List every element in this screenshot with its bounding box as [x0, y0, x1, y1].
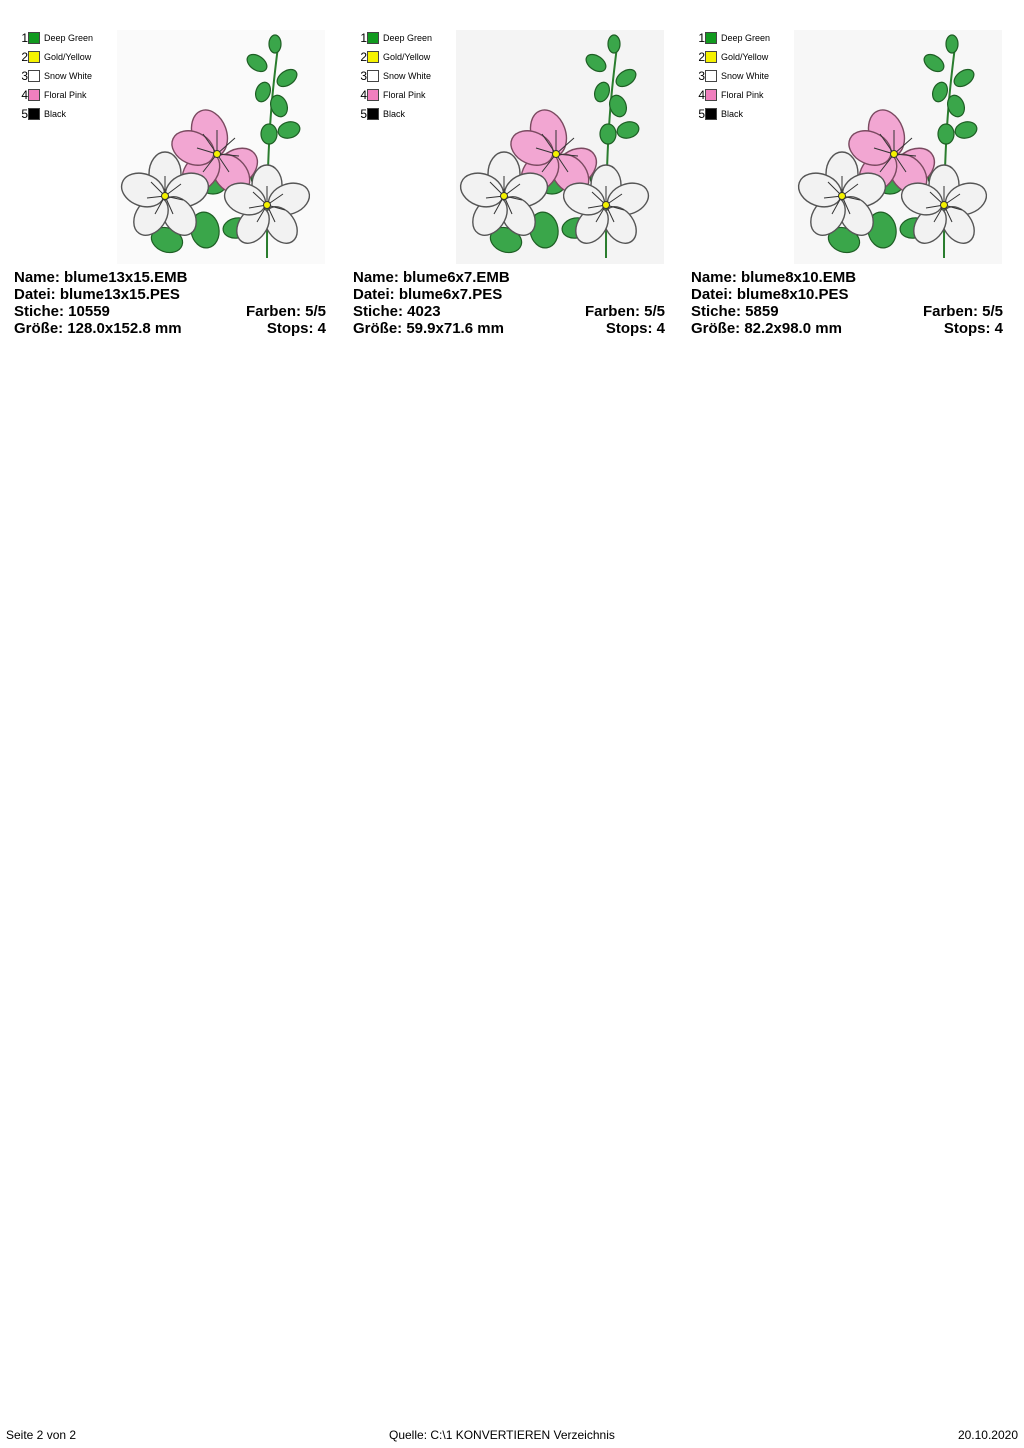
palette-row: [20, 85, 93, 104]
color-swatch: [705, 89, 717, 101]
page-number: Seite 2 von 2: [6, 1428, 77, 1442]
design-colors: Farben: 5/5: [922, 303, 1003, 320]
color-swatch: [705, 70, 717, 82]
color-swatch: [28, 32, 40, 44]
palette-row: [359, 85, 432, 104]
palette-row: [697, 28, 770, 47]
design-info: [691, 269, 1003, 337]
design-colors: Farben: 5/5: [584, 303, 665, 320]
palette-row: [20, 28, 93, 47]
palette-color-name: Floral Pink: [721, 89, 764, 100]
palette-row: [20, 66, 93, 85]
color-swatch: [705, 51, 717, 63]
palette-number: 5: [360, 106, 367, 121]
color-swatch: [28, 51, 40, 63]
source-path: Quelle: C:\1 KONVERTIEREN Verzeichnis: [389, 1428, 615, 1442]
design-size: Größe: 128.0x152.8 mm: [14, 320, 182, 337]
color-swatch: [367, 32, 379, 44]
palette-number: 5: [698, 106, 705, 121]
color-palette: [20, 28, 93, 123]
palette-row: [697, 85, 770, 104]
palette-number: 2: [21, 49, 28, 64]
palette-color-name: Black: [721, 108, 744, 119]
palette-row: [20, 104, 93, 123]
palette-number: 3: [698, 68, 705, 83]
palette-color-name: Snow White: [44, 70, 93, 81]
color-swatch: [28, 108, 40, 120]
palette-number: 1: [360, 30, 367, 45]
design-stitches: Stiche: 4023: [353, 303, 441, 320]
palette-number: 2: [698, 49, 705, 64]
design-file: Datei: blume6x7.PES: [353, 286, 503, 303]
palette-color-name: Gold/Yellow: [44, 51, 92, 62]
palette-row: [359, 47, 432, 66]
palette-color-name: Black: [383, 108, 406, 119]
print-date: 20.10.2020: [957, 1428, 1018, 1442]
design-stitches: Stiche: 5859: [691, 303, 779, 320]
palette-row: [697, 66, 770, 85]
palette-number: 1: [21, 30, 28, 45]
palette-color-name: Deep Green: [383, 32, 433, 43]
design-name: Name: blume6x7.EMB: [353, 269, 510, 286]
palette-color-name: Floral Pink: [383, 89, 426, 100]
color-swatch: [367, 108, 379, 120]
palette-number: 4: [698, 87, 705, 102]
palette-color-name: Black: [44, 108, 67, 119]
palette-number: 3: [360, 68, 367, 83]
palette-color-name: Gold/Yellow: [383, 51, 431, 62]
palette-number: 4: [21, 87, 28, 102]
palette-row: [359, 104, 432, 123]
design-file: Datei: blume13x15.PES: [14, 286, 180, 303]
design-name: Name: blume13x15.EMB: [14, 269, 188, 286]
palette-color-name: Gold/Yellow: [721, 51, 769, 62]
palette-number: 2: [360, 49, 367, 64]
palette-color-name: Deep Green: [721, 32, 771, 43]
flower-embroidery-image: [117, 30, 325, 264]
palette-color-name: Snow White: [721, 70, 770, 81]
design-stops: Stops: 4: [943, 320, 1003, 337]
embroidery-preview: [794, 30, 1002, 264]
palette-row: [20, 47, 93, 66]
color-swatch: [28, 70, 40, 82]
embroidery-preview: [456, 30, 664, 264]
palette-row: [697, 104, 770, 123]
palette-color-name: Deep Green: [44, 32, 94, 43]
color-swatch: [367, 70, 379, 82]
palette-color-name: Snow White: [383, 70, 432, 81]
flower-embroidery-image: [456, 30, 664, 264]
color-swatch: [28, 89, 40, 101]
color-swatch: [367, 89, 379, 101]
embroidery-preview: [117, 30, 325, 264]
design-stops: Stops: 4: [605, 320, 665, 337]
design-stops: Stops: 4: [266, 320, 326, 337]
color-swatch: [367, 51, 379, 63]
design-stitches: Stiche: 10559: [14, 303, 110, 320]
palette-row: [697, 47, 770, 66]
design-colors: Farben: 5/5: [245, 303, 326, 320]
color-swatch: [705, 32, 717, 44]
design-info: [14, 269, 326, 337]
palette-number: 5: [21, 106, 28, 121]
design-size: Größe: 59.9x71.6 mm: [353, 320, 504, 337]
color-palette: [697, 28, 770, 123]
color-palette: [359, 28, 432, 123]
palette-row: [359, 28, 432, 47]
design-info: [353, 269, 665, 337]
palette-number: 4: [360, 87, 367, 102]
design-name: Name: blume8x10.EMB: [691, 269, 857, 286]
palette-number: 3: [21, 68, 28, 83]
palette-number: 1: [698, 30, 705, 45]
flower-embroidery-image: [794, 30, 1002, 264]
palette-color-name: Floral Pink: [44, 89, 87, 100]
design-size: Größe: 82.2x98.0 mm: [691, 320, 842, 337]
color-swatch: [705, 108, 717, 120]
design-file: Datei: blume8x10.PES: [691, 286, 849, 303]
palette-row: [359, 66, 432, 85]
